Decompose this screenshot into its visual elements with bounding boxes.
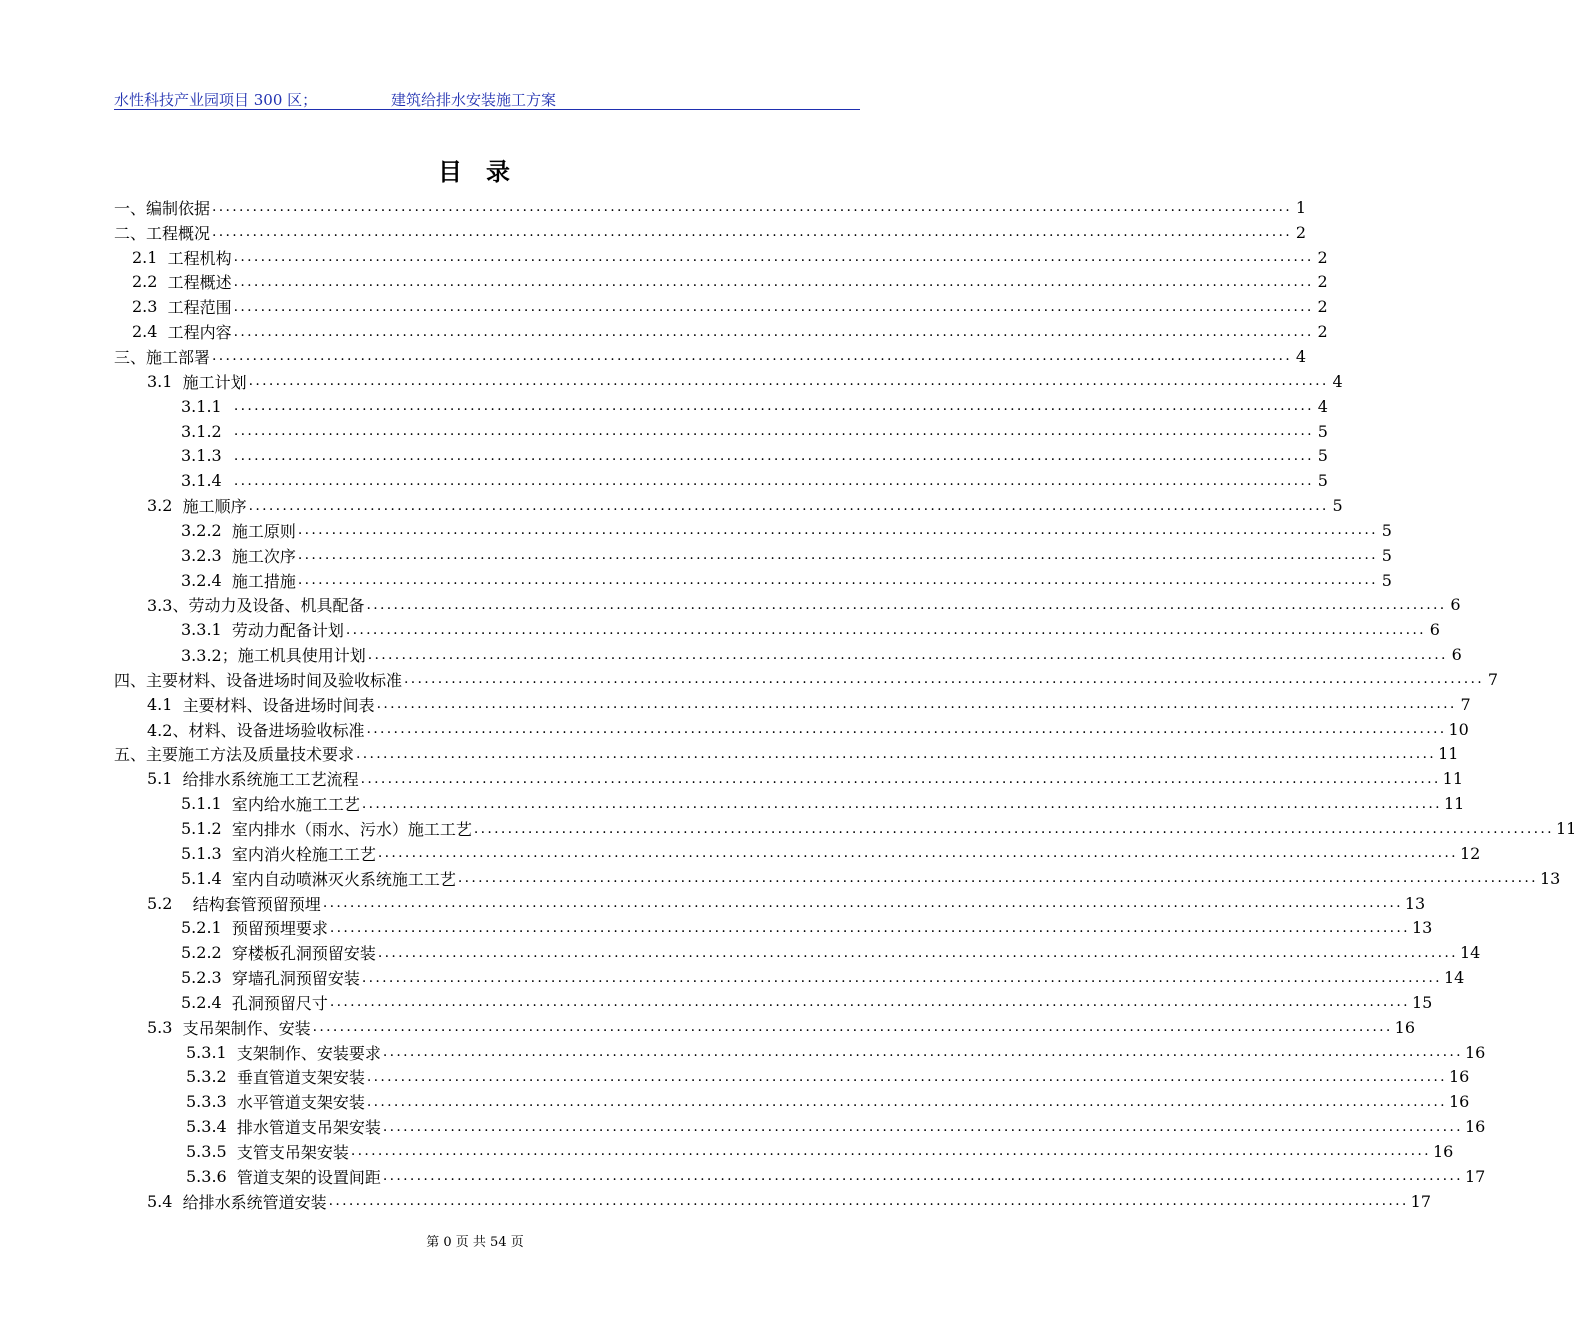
toc-title-char-1: 目 [438,157,464,186]
table-of-contents [114,195,1576,1214]
toc-dot-leader: ................................................................................................................................................................ [366,721,1447,738]
toc-entry[interactable] [114,369,1343,394]
toc-entry-page-number: 2 [1317,247,1328,267]
toc-entry-number: 3.2.4 [181,570,222,590]
toc-entry-label: 施工部署 [146,347,211,367]
toc-dot-leader: ................................................................................................................................................................ [382,1168,1463,1185]
toc-dot-leader: ................................................................................................................................................................ [473,820,1554,837]
toc-entry-number: 5.2.3 [181,968,222,988]
toc-entry-page-number: 11 [1442,769,1464,789]
toc-entry-label: 孔洞预留尺寸 [231,993,328,1013]
toc-entry-gap [222,794,232,813]
toc-entry-gap [172,695,182,714]
toc-dot-leader: ................................................................................................................................................................ [233,398,1314,415]
toc-entry-gap [227,1142,237,1161]
toc-dot-leader: ................................................................................................................................................................ [345,621,1426,638]
toc-entry-label: 室内排水（雨水、污水）施工工艺 [231,820,472,840]
toc-entry-label: 垂直管道支架安装 [236,1068,365,1088]
toc-entry-number: 5.2 [147,893,173,913]
toc-entry[interactable] [114,766,1464,791]
toc-entry-page-number: 5 [1381,545,1392,565]
toc-entry-page-number: 12 [1459,843,1481,863]
toc-entry-number: 3.3.2； [181,646,238,666]
toc-entry[interactable] [114,593,1461,618]
toc-entry-gap [227,1167,237,1186]
toc-dot-leader: ................................................................................................................................................................ [377,845,1458,862]
toc-entry-number: 5.3 [147,1017,173,1037]
toc-entry-label: 给排水系统施工工艺流程 [182,770,359,790]
toc-entry-label: 结构套管预留预埋 [192,894,321,914]
toc-entry-page-number: 16 [1448,1092,1470,1112]
toc-entry-label: 室内消火栓施工工艺 [231,844,376,864]
toc-entry-gap [172,769,182,788]
toc-entry-label: 编制依据 [146,198,211,218]
toc-entry-gap [222,397,232,416]
toc-dot-leader: ................................................................................................................................................................ [360,770,1441,787]
toc-dot-leader: ................................................................................................................................................................ [233,249,1314,266]
toc-entry-number: 5.3.3 [186,1092,227,1112]
toc-entry[interactable] [114,742,1459,767]
toc-entry-page-number: 2 [1317,322,1328,342]
toc-entry-page-number: 5 [1381,570,1392,590]
toc-dot-leader: ................................................................................................................................................................ [233,447,1314,464]
toc-entry-label: 穿楼板孔洞预留安装 [231,944,376,964]
toc-entry-page-number: 11 [1438,744,1459,764]
toc-entry-number: 5.3.2 [186,1067,227,1087]
toc-entry-number: 2.4 [132,322,158,342]
toc-entry-gap [222,571,232,590]
toc-entry-number: 3.1.2 [181,421,222,441]
toc-entry-page-number: 13 [1539,868,1561,888]
toc-entry-number: 5.1.4 [181,868,222,888]
toc-dot-leader: ................................................................................................................................................................ [233,472,1314,489]
toc-dot-leader: ................................................................................................................................................................ [457,870,1538,887]
toc-entry-label: 施工原则 [231,521,296,541]
toc-dot-leader: ................................................................................................................................................................ [404,671,1485,688]
toc-entry-page-number: 6 [1450,595,1461,615]
toc-entry[interactable] [114,468,1328,493]
toc-entry-gap [222,446,232,465]
toc-entry-gap [172,1018,182,1037]
toc-entry-number: 5.3.1 [186,1042,227,1062]
toc-entry-page-number: 4 [1295,346,1307,366]
toc-entry-label: 支管支吊架安装 [236,1142,349,1162]
toc-entry-number: 五、 [114,745,147,765]
toc-dot-leader: ................................................................................................................................................................ [297,572,1378,589]
toc-entry-label: 主要材料、设备进场时间及验收标准 [146,670,403,690]
toc-entry-label: 工程内容 [167,323,232,343]
page-header [114,89,860,110]
toc-entry-page-number: 16 [1432,1141,1454,1161]
toc-dot-leader: ................................................................................................................................................................ [377,944,1458,961]
toc-entry-page-number: 14 [1459,943,1481,963]
toc-entry-label: 穿墙孔洞预留安装 [231,969,360,989]
toc-entry-label: 施工措施 [231,571,296,591]
toc-entry-number: 一、 [114,198,147,218]
toc-entry-page-number: 13 [1404,893,1426,913]
toc-entry-number: 3.3.1 [181,620,222,640]
toc-entry-label: 劳动力配备计划 [231,621,344,641]
toc-entry-page-number: 4 [1332,371,1343,391]
toc-entry-gap [222,869,232,888]
toc-entry-number: 二、 [114,223,147,243]
toc-entry[interactable] [114,617,1440,642]
toc-entry[interactable] [114,791,1465,816]
toc-dot-leader: ................................................................................................................................................................ [361,795,1442,812]
toc-entry-number: 2.1 [132,247,158,267]
toc-entry[interactable] [114,841,1481,866]
toc-entry-label: 施工机具使用计划 [237,646,366,666]
toc-entry[interactable] [114,270,1328,295]
toc-dot-leader: ................................................................................................................................................................ [233,423,1314,440]
toc-entry-gap [157,322,167,341]
toc-entry-page-number: 2 [1317,272,1328,292]
toc-entry-page-number: 4 [1317,396,1328,416]
toc-entry-page-number: 6 [1429,620,1440,640]
toc-entry[interactable] [114,568,1392,593]
toc-entry-number: 5.3.5 [186,1141,227,1161]
toc-entry-number: 5.1.1 [181,794,222,814]
toc-entry[interactable] [114,1189,1432,1214]
toc-entry[interactable] [114,394,1328,419]
toc-dot-leader: ................................................................................................................................................................ [382,1118,1463,1135]
toc-dot-leader: ................................................................................................................................................................ [322,895,1403,912]
toc-entry-label: 施工顺序 [182,497,247,517]
toc-entry-label: 给排水系统管道安装 [182,1192,327,1212]
toc-dot-leader: ................................................................................................................................................................ [233,323,1314,340]
toc-entry-label: 排水管道支吊架安装 [236,1118,381,1138]
toc-entry-gap [227,1092,237,1111]
toc-entry-number: 5.1 [147,769,173,789]
toc-entry[interactable] [114,965,1465,990]
toc-dot-leader: ................................................................................................................................................................ [233,273,1314,290]
toc-entry-page-number: 7 [1460,694,1471,714]
toc-entry-number: 3.1.4 [181,471,222,491]
toc-entry-page-number: 16 [1464,1042,1486,1062]
toc-dot-leader: ................................................................................................................................................................ [366,1093,1447,1110]
toc-entry-label: 劳动力及设备、机具配备 [188,596,365,616]
toc-entry[interactable] [114,443,1328,468]
toc-entry-gap [157,248,167,267]
toc-entry-number: 5.2.4 [181,992,222,1012]
toc-entry-label: 工程机构 [167,248,232,268]
toc-entry-number: 3.1.1 [181,396,222,416]
toc-dot-leader: ................................................................................................................................................................ [248,373,1329,390]
toc-title-char-2: 录 [486,157,512,186]
toc-entry[interactable] [114,990,1433,1015]
toc-entry-page-number: 17 [1410,1191,1432,1211]
toc-dot-leader: ................................................................................................................................................................ [366,1068,1447,1085]
toc-entry-gap [222,943,232,962]
toc-dot-leader: ................................................................................................................................................................ [356,745,1437,762]
toc-entry-number: 3.2.2 [181,520,222,540]
toc-entry-gap [227,1043,237,1062]
toc-dot-leader: ................................................................................................................................................................ [376,696,1457,713]
toc-entry-number: 5.3.4 [186,1117,227,1137]
toc-entry-gap [172,1192,182,1211]
toc-dot-leader: ................................................................................................................................................................ [350,1143,1431,1160]
toc-entry[interactable] [114,816,1576,841]
header-document-title: 建筑给排水安装施工方案 [391,91,557,109]
toc-entry-number: 3.3、 [147,596,189,616]
toc-entry-number: 四、 [114,670,147,690]
toc-entry-label: 预留预埋要求 [231,919,328,939]
toc-entry-page-number: 16 [1394,1017,1416,1037]
toc-entry[interactable] [114,344,1307,369]
toc-entry[interactable] [114,220,1307,245]
toc-entry-label: 主要施工方法及质量技术要求 [146,745,355,765]
toc-entry-gap [172,372,182,391]
toc-entry-page-number: 11 [1555,819,1576,839]
toc-entry-label: 水平管道支架安装 [236,1093,365,1113]
toc-entry-number: 5.1.2 [181,819,222,839]
toc-entry-number: 5.4 [147,1191,173,1211]
toc-entry-label: 工程概述 [167,273,232,293]
toc-entry-label: 施工次序 [231,546,296,566]
toc-entry[interactable] [114,419,1328,444]
toc-entry-number: 5.2.2 [181,943,222,963]
toc-entry-gap [227,1117,237,1136]
page-footer: 第 0 页 共 54 页 [426,1235,524,1250]
toc-entry-page-number: 5 [1332,496,1343,516]
toc-entry[interactable] [114,915,1433,940]
toc-dot-leader: ................................................................................................................................................................ [248,497,1329,514]
toc-entry-page-number: 16 [1464,1117,1486,1137]
toc-entry[interactable] [114,1164,1486,1189]
toc-entry-gap [172,496,182,515]
toc-entry-page-number: 15 [1411,992,1433,1012]
toc-dot-leader: ................................................................................................................................................................ [233,298,1314,315]
toc-dot-leader: ................................................................................................................................................................ [329,994,1410,1011]
toc-entry-page-number: 1 [1295,197,1307,217]
toc-entry-number: 4.2、 [147,720,189,740]
toc-dot-leader: ................................................................................................................................................................ [367,646,1448,663]
toc-entry-label: 室内自动喷淋灭火系统施工工艺 [231,869,456,889]
toc-dot-leader: ................................................................................................................................................................ [382,1044,1463,1061]
toc-entry-page-number: 16 [1448,1067,1470,1087]
toc-entry[interactable] [114,642,1462,667]
toc-entry-label: 施工计划 [182,372,247,392]
toc-dot-leader: ................................................................................................................................................................ [297,547,1378,564]
toc-dot-leader: ................................................................................................................................................................ [361,969,1442,986]
toc-entry-page-number: 17 [1464,1166,1486,1186]
toc-entry-label: 支架制作、安装要求 [236,1043,381,1063]
header-project-name: 水性科技产业园项目 300 区； [114,91,318,109]
toc-entry-page-number: 14 [1443,968,1465,988]
toc-entry-page-number: 13 [1411,918,1433,938]
toc-entry-gap [172,894,192,913]
toc-title [0,152,950,187]
toc-entry[interactable] [114,245,1328,270]
toc-entry[interactable] [114,294,1328,319]
toc-entry[interactable] [114,891,1426,916]
toc-entry-number: 2.3 [132,297,158,317]
toc-entry-number: 3.1.3 [181,446,222,466]
toc-entry-number: 4.1 [147,694,173,714]
toc-entry-page-number: 5 [1381,520,1392,540]
toc-entry[interactable] [114,319,1328,344]
toc-entry-label: 主要材料、设备进场时间表 [182,695,375,715]
toc-entry[interactable] [114,717,1469,742]
toc-entry-gap [222,819,232,838]
toc-dot-leader: ................................................................................................................................................................ [212,348,1293,365]
toc-entry[interactable] [114,493,1343,518]
toc-entry-gap [222,918,232,937]
toc-dot-leader: ................................................................................................................................................................ [329,919,1410,936]
toc-dot-leader: ................................................................................................................................................................ [212,199,1293,216]
toc-entry-page-number: 2 [1295,222,1307,242]
toc-entry-gap [222,844,232,863]
toc-entry-gap [222,993,232,1012]
toc-entry-gap [222,521,232,540]
toc-entry[interactable] [114,518,1392,543]
toc-dot-leader: ................................................................................................................................................................ [366,596,1447,613]
toc-dot-leader: ................................................................................................................................................................ [297,522,1378,539]
toc-entry-label: 支吊架制作、安装 [182,1018,311,1038]
toc-entry-number: 5.3.6 [186,1166,227,1186]
toc-entry-gap [222,620,232,639]
toc-entry[interactable] [114,866,1561,891]
toc-entry[interactable] [114,543,1392,568]
toc-entry-page-number: 2 [1317,297,1328,317]
toc-entry-page-number: 11 [1443,794,1465,814]
toc-entry-gap [222,968,232,987]
toc-dot-leader: ................................................................................................................................................................ [312,1019,1393,1036]
toc-entry[interactable] [114,1015,1416,1040]
toc-entry-gap [157,297,167,316]
toc-entry-label: 管道支架的设置间距 [236,1167,381,1187]
toc-entry-page-number: 5 [1317,446,1328,466]
toc-entry-page-number: 5 [1317,421,1328,441]
toc-entry-label: 工程范围 [167,298,232,318]
toc-entry-number: 5.1.3 [181,843,222,863]
toc-dot-leader: ................................................................................................................................................................ [328,1193,1409,1210]
toc-entry-page-number: 5 [1317,471,1328,491]
toc-entry-page-number: 7 [1487,669,1499,689]
toc-entry[interactable] [114,667,1499,692]
toc-entry[interactable] [114,940,1481,965]
toc-entry-label: 工程概况 [146,223,211,243]
toc-entry-number: 3.2.3 [181,545,222,565]
toc-entry-gap [157,272,167,291]
toc-entry-number: 5.2.1 [181,918,222,938]
toc-entry-gap [222,422,232,441]
toc-entry-page-number: 6 [1451,645,1462,665]
toc-entry-number: 3.2 [147,496,173,516]
toc-entry-gap [227,1067,237,1086]
toc-entry[interactable] [114,1065,1470,1090]
toc-entry-page-number: 10 [1448,719,1469,739]
toc-entry-number: 3.1 [147,371,173,391]
toc-entry-number: 2.2 [132,272,158,292]
toc-entry-gap [222,546,232,565]
toc-entry[interactable] [114,1040,1486,1065]
toc-entry[interactable] [114,1114,1486,1139]
toc-entry-label: 材料、设备进场验收标准 [188,720,365,740]
toc-entry[interactable] [114,1089,1470,1114]
toc-entry[interactable] [114,195,1307,220]
toc-entry[interactable] [114,1139,1454,1164]
toc-entry-gap [222,471,232,490]
toc-dot-leader: ................................................................................................................................................................ [212,224,1293,241]
toc-entry[interactable] [114,692,1471,717]
toc-entry-label: 室内给水施工工艺 [231,795,360,815]
toc-entry-number: 三、 [114,347,147,367]
